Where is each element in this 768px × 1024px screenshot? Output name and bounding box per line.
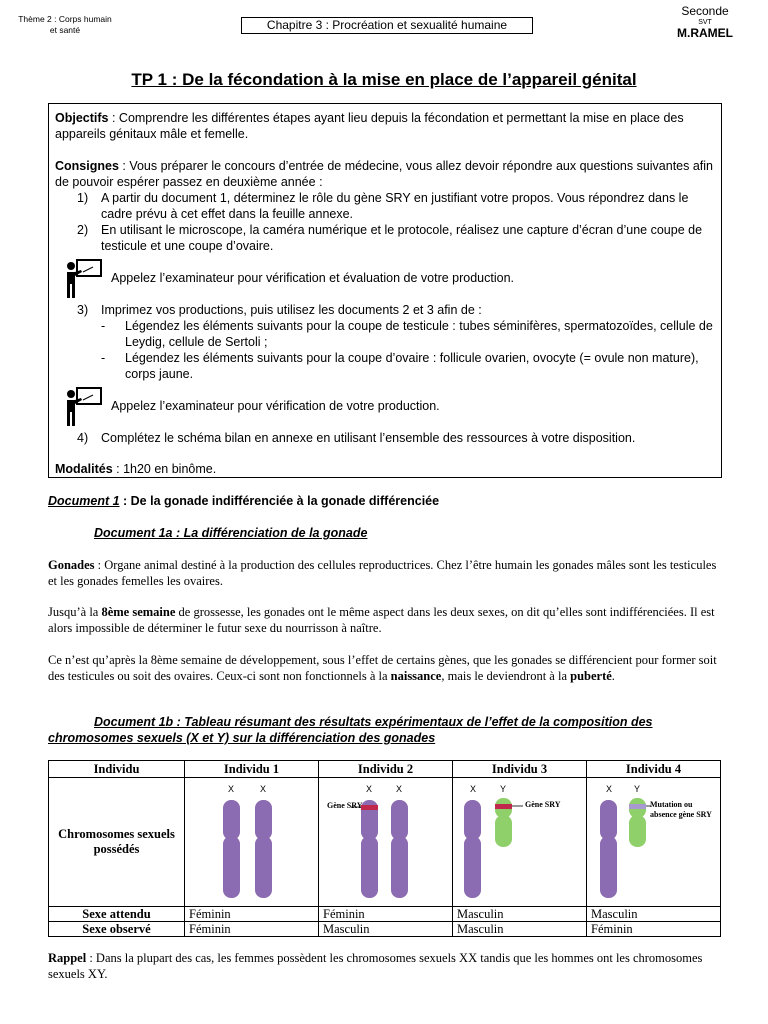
gene-sry-label: Gène SRY — [327, 801, 363, 810]
y-label: Y — [633, 784, 641, 794]
instructions-box — [48, 103, 722, 478]
item2-text: En utilisant le microscope, la caméra numérique et le protocole, réalisez une capture d’écran d’une coupe de testicule et une coupe d’ovaire. — [101, 223, 703, 253]
item4-number: 4) — [77, 431, 89, 445]
document1-heading — [48, 494, 439, 508]
gonades-label: Gonades — [48, 558, 95, 572]
table-header: Individu 4 — [587, 761, 721, 778]
header-theme-line1: Thème 2 : Corps humain — [18, 14, 112, 24]
table-header: Individu 3 — [453, 761, 587, 778]
expected-sex-cell: Masculin — [587, 907, 721, 922]
header-theme-line2: et santé — [49, 25, 81, 35]
document1-label: Document 1 — [48, 494, 120, 508]
table-row-observed — [49, 922, 721, 937]
item2-number: 2) — [77, 223, 89, 237]
consignes-text: : Vous préparer le concours d’entrée de médecine, vous allez devoir répondre aux questions suivantes afin de pouvoir espérer passez en deuxième année : — [55, 159, 714, 189]
expected-sex-label: Sexe attendu — [49, 907, 185, 922]
x-label: X — [365, 784, 373, 794]
x-chromosome-arm — [600, 800, 617, 840]
page-title: TP 1 : De la fécondation à la mise en place de l’appareil génital — [131, 70, 637, 89]
p3-a: Ce n’est qu’après la 8ème semaine de développement, sous l’effet de certains gènes, que les gonades se différencient pour former soit des testicules ou soit des ovaires. Ceux-ci sont non fonctionnels à la — [48, 653, 717, 683]
mutation-label-container — [650, 800, 720, 840]
gene-sry-label: Gène SRY — [525, 800, 561, 809]
results-table — [48, 760, 721, 937]
call-examiner-icon — [63, 386, 103, 428]
modalites-label: Modalités — [55, 462, 113, 476]
rappel-text: : Dans la plupart des cas, les femmes possèdent les chromosomes sexuels XX tandis que les hommes ont les chromosomes sexuels XY. — [48, 951, 703, 981]
x-label: X — [395, 784, 403, 794]
x-label: X — [469, 784, 477, 794]
consignes-label: Consignes — [55, 159, 119, 173]
p3-b: naissance — [390, 669, 442, 683]
x-label: X — [227, 784, 235, 794]
p2-a: Jusqu’à la — [48, 605, 102, 619]
p2-b: 8ème semaine — [101, 605, 176, 619]
item4-text: Complétez le schéma bilan en annexe en utilisant l’ensemble des ressources à votre disposition. — [101, 431, 636, 445]
call-examiner-icon — [63, 258, 103, 300]
individual3-chromosomes — [453, 778, 587, 902]
modalites — [55, 461, 715, 477]
sub1-dash: - — [101, 319, 106, 333]
x-chromosome-arm — [464, 800, 481, 840]
sub2-dash: - — [101, 351, 106, 365]
p3-c: , mais le deviendront à la — [441, 669, 571, 683]
p2-c: de grossesse, les gonades ont le même aspect dans les deux sexes, on dit qu’elles sont indifférenciées. Il est alors impossible de déterminer le futur sexe du nourrisson à naître. — [48, 605, 715, 635]
header-theme — [10, 14, 120, 36]
expected-sex-cell: Féminin — [185, 907, 319, 922]
p3-d: puberté — [570, 669, 612, 683]
header-level: Seconde — [681, 4, 729, 18]
observed-sex-cell: Féminin — [185, 922, 319, 937]
x-chromosome-arm — [361, 836, 378, 898]
individual4-chromosomes — [587, 778, 721, 902]
expected-sex-cell: Féminin — [319, 907, 453, 922]
gonades-definition — [48, 557, 720, 589]
observed-sex-label: Sexe observé — [49, 922, 185, 937]
call-examiner-2: Appelez l’examinateur pour vérification de votre production. — [111, 399, 440, 413]
consignes — [55, 158, 715, 190]
objectives — [55, 110, 715, 142]
sry-band — [361, 805, 378, 810]
sub1-text: Légendez les éléments suivants pour la coupe de testicule : tubes séminifères, spermatozoïdes, cellule de Leydig, cellule de Sertoli ; — [125, 319, 713, 349]
table-header-row — [49, 761, 721, 778]
objectives-text: : Comprendre les différentes étapes ayant lieu depuis la fécondation et permettant la mise en place des appareils génitaux mâle et femelle. — [55, 111, 684, 141]
document1-title: : De la gonade indifférenciée à la gonade différenciée — [119, 494, 440, 508]
observed-sex-cell: Masculin — [453, 922, 587, 937]
observed-sex-cell: Féminin — [587, 922, 721, 937]
paragraph-8th-week — [48, 604, 720, 636]
gonades-text: : Organe animal destiné à la production des cellules reproductrices. Chez l’être humain les gonades mâles sont les testicules et les gonades femelles les ovaires. — [48, 558, 717, 588]
table-row-chromosomes — [49, 778, 721, 907]
item3-text: Imprimez vos productions, puis utilisez les documents 2 et 3 afin de : — [101, 303, 482, 317]
individual1-chromosomes — [185, 778, 319, 902]
chromosomes-label: Chromosomes sexuels possédés — [49, 778, 185, 907]
header-right — [660, 4, 750, 40]
individual2-chromosomes — [319, 778, 453, 902]
header-teacher: M.RAMEL — [677, 26, 733, 40]
objectives-label: Objectifs — [55, 111, 109, 125]
paragraph-differentiation — [48, 652, 720, 684]
mutated-sry-band — [629, 804, 646, 809]
x-label: X — [259, 784, 267, 794]
p3-e: . — [611, 669, 615, 683]
modalites-text: : 1h20 en binôme. — [112, 462, 217, 476]
sry-band — [495, 804, 512, 809]
y-chromosome-arm — [495, 815, 512, 847]
x-label: X — [605, 784, 613, 794]
x-chromosome-arm — [223, 800, 240, 840]
x-chromosome-arm — [391, 836, 408, 898]
x-chromosome-arm — [255, 836, 272, 898]
mutation-label: Mutation ou absence gène SRY — [650, 800, 712, 819]
header-chapter: Chapitre 3 : Procréation et sexualité humaine — [241, 17, 533, 34]
x-chromosome-arm — [600, 836, 617, 898]
document1a-heading: Document 1a : La différenciation de la gonade — [94, 526, 368, 540]
table-row-expected — [49, 907, 721, 922]
observed-sex-cell: Masculin — [319, 922, 453, 937]
item1-number: 1) — [77, 191, 89, 205]
x-chromosome-arm — [255, 800, 272, 840]
rappel — [48, 950, 720, 982]
x-chromosome-arm — [391, 800, 408, 840]
table-header: Individu 2 — [319, 761, 453, 778]
call-examiner-1: Appelez l’examinateur pour vérification et évaluation de votre production. — [111, 271, 515, 285]
item1-text: A partir du document 1, déterminez le rôle du gène SRY en justifiant votre propos. Vous répondrez dans le cadre prévu à cet effet dans la feuille annexe. — [101, 191, 689, 221]
y-label: Y — [499, 784, 507, 794]
x-chromosome-arm — [223, 836, 240, 898]
expected-sex-cell: Masculin — [453, 907, 587, 922]
header-subject: SVT — [698, 19, 712, 26]
item3-number: 3) — [77, 303, 89, 317]
y-chromosome-arm — [629, 815, 646, 847]
table-header: Individu — [49, 761, 185, 778]
sub2-text: Légendez les éléments suivants pour la coupe d’ovaire : follicule ovarien, ovocyte (= ovule non mature), corps jaune. — [125, 351, 699, 381]
x-chromosome-arm — [464, 836, 481, 898]
rappel-label: Rappel — [48, 951, 87, 965]
document1b-heading: Document 1b : Tableau résumant des résultats expérimentaux de l’effet de la composition des chromosomes sexuels (X et Y) sur la différenciation des gonades — [48, 715, 653, 745]
table-header: Individu 1 — [185, 761, 319, 778]
